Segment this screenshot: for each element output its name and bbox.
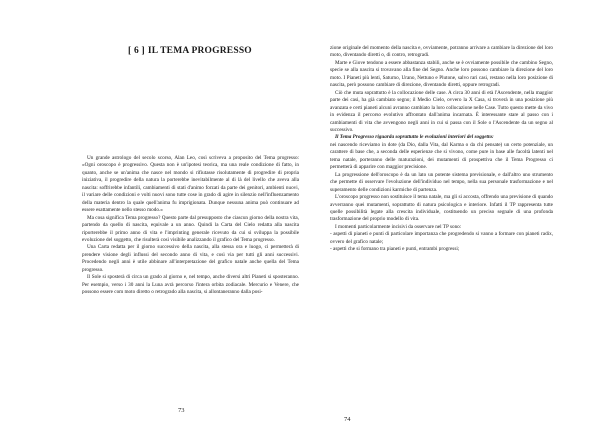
paragraph: Marte e Giove tendono a essere abbastanza stabili, anche se è ovviamente possibile che cambino Segno, specie se alla nascita si trovavano alla fine del Segno. Anche loro possono cambiare la direzione del loro moto. I Pianeti più lenti, Saturno, Urano, Nettuno e Plutone, salvo rari casi, restano nella loro posizione di nascita, però possono cambiare di direzione, diventando diretti, oppure retrogradi. — [330, 59, 553, 89]
left-page-body — [82, 155, 299, 297]
paragraph: Ciò che muta soprattutto è la collocazione delle case. A circa 30 anni di età l'Ascendente, nella maggior parte dei casi, ha già cambiato segno; il Medio Cielo, ovvero la X Casa, si troverà in una posizione più avanzata e certi pianeti alcuni avranno cambiato la loro collocazione nelle Case. Tutto questo mette da vivo in evidenza il percorso evolutivo affrontato dall'anima incarnata. È interessante stare al passo con i cambiamenti di vita che avvengono negli anni in cui si passa con il Sole o l'Ascendente da un segno al successivo. — [330, 89, 553, 133]
paragraph: Una Carta redatta per il giorno successivo della nascita, alla stessa ora e luogo, ci permetterà di prendere visione degli influssi del secondo anno di vita, e così via per tutti gli anni successivi. Procedendo negli anni è utile abbinare all'interpretazione del grafico natale anche quella del Tema progresso. — [82, 244, 299, 273]
paragraph: Ma cosa significa Tema progresso? Questo parte dal presupposto che ciascun giorno della nostra vita, partendo da quello di nascita, equivale a un anno. Quindi la Carta del Cielo redatta alla nascita riporterebbe il primo anno di vita e l'imprinting generale ricevuto da cui si sviluppa la possibile evoluzione del soggetto, che risulterà così visibile analizzando il grafico del Tema progresso. — [82, 214, 299, 243]
left-page — [82, 0, 299, 425]
paragraph: zione originale del momento della nascita e, ovviamente, potranno arrivare a cambiare la direzione del loro moto, diventando diretti o, di contro, retrogradi. — [330, 45, 553, 59]
paragraph: - aspetti che si formano tra pianeti e punti, entrambi progressi; — [330, 246, 460, 253]
right-page — [330, 0, 553, 425]
paragraph: Un grande astrologo del secolo scorso, Alan Leo, così scriveva a proposito del Tema progresso: «Ogni oroscopo è progressivo. Questa non è un'ipotesi teorica, ma una reale condizione di fatto, in quanto, anche se un'anima che nasce nel mondo si rifiutasse risolutamente di progredire di propria iniziativa, il progredire della natura la porterebbe inevitabilmente al di là del livello che aveva alla nascita: soffrirebbe infantili, cambiamenti di stati d'animo forzati da parte dei genitori, ambienti nuovi, il variare delle condizioni e volti nuovi sono tutte cose in grado di agire in silenzio nell'influenzamento della materia dentro la quale quell'anima fu imprigionata. Dunque nessuna anima può continuare ad essere esattamente nello stesso modo.» — [82, 155, 299, 214]
chapter-number: [ 6 ] — [128, 46, 145, 56]
paragraph: Il Sole si sposterà di circa un grado al giorno e, nel tempo, anche diversi altri Pianeti si sposteranno. Per esempio, verso i 30 anni la Luna avrà percorso l'intera orbita zodiacale. Mercurio e Venere, che possono essere com moto diretto o retrogrado alla nascita, si allontaneranno dalla posi- — [82, 274, 299, 296]
paragraph: nei nascendo riceviamo in dote (da Dio, dalla Vita, dal Karma o da chi pensate) un certo potenziale, un carattere di base che, a seconda delle esperienze che si vivono, come pure in base alle facoltà latenti nel tema natale, porteranno delle maturazioni, dei mutamenti di prospettiva che il Tema Progresso ci permetterà di apparire con maggior precisione. — [330, 141, 553, 171]
chapter-heading — [128, 46, 252, 56]
paragraph: - aspetti di pianeti e punti di particolare importanza che progredendo si vanno a formare con pianeti radix, ovvero del grafico natale; — [330, 231, 553, 245]
paragraph: I momenti particolarmente incisivi da osservare nel TP sono: — [335, 223, 462, 230]
paragraph: L'oroscopo progresso non sostituisce il tema natale, ma gli si accosta, offrendo una previsione di quando avverranno quei mutamenti, soprattutto di natura psicologica e interiore. Infatti il TP rappresenta tutte quelle possibilità legate alla crescita individuale, costituendo un preciso segnale di una profonda trasformazione del proprio modello di vita. — [330, 194, 553, 223]
page-number-left: 73 — [178, 407, 185, 414]
paragraph: Il Tema Progresso riguarda soprattutto le evoluzioni interiori del soggetto: — [335, 134, 494, 141]
page-number-right: 74 — [344, 416, 351, 423]
chapter-title: IL TEMA PROGRESSO — [147, 46, 252, 56]
right-page-body — [330, 45, 553, 254]
paragraph: La progressione dell'oroscopo è da un lato un potente sistema previsionale, e dall'altro uno strumento che permette di osservare l'evoluzione dell'individuo nel tempo, nella sua personale trasformazione e nel superamento delle condizioni karmiche di partenza. — [330, 171, 553, 193]
